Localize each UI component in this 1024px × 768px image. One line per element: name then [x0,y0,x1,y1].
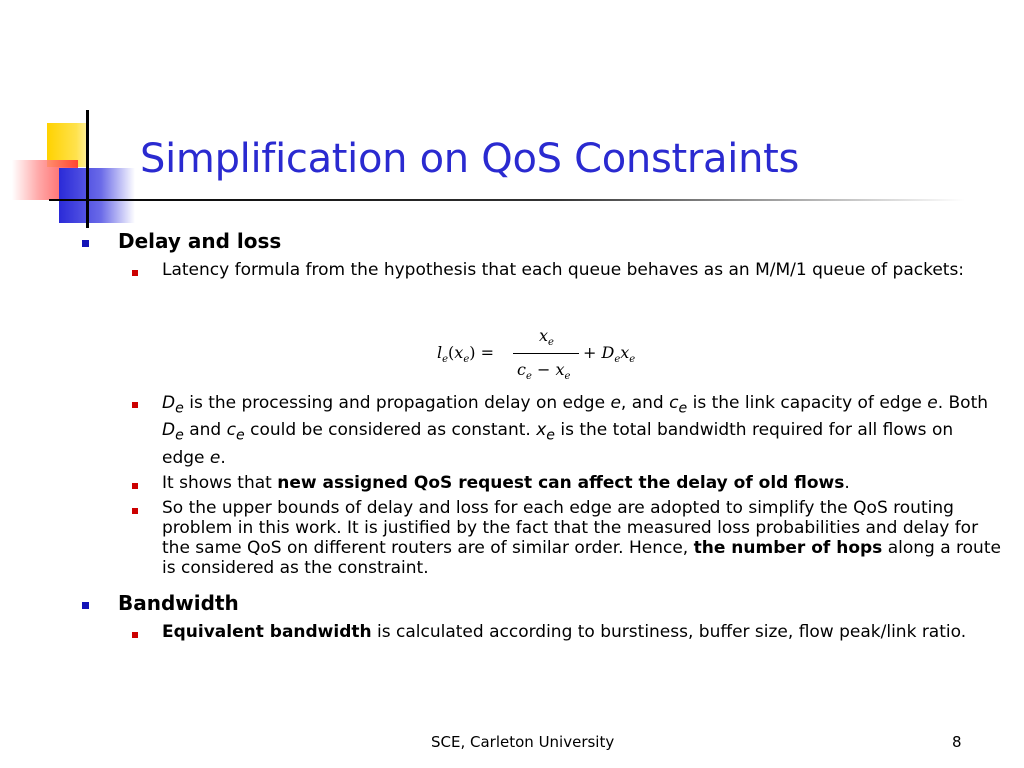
latency-formula: $l_e(x_e)$ = $x_e$ $c_e - x_e$ + $D_ex_e$ [437,326,636,383]
definition-text: $D_e$ is the processing and propagation delay on edge e, and $c_e$ is the link capacity of edge e. Both $D_e$ and $c_e$ could be considered as constant. $x_e$ is the total bandwidth required for all flows on edge e. [162,393,989,468]
deco-vertical-line [86,110,89,228]
upper-bounds-text: So the upper bounds of delay and loss for each edge are adopted to simplify the QoS routing problem in this work. It is justified by the fact that the measured loss probabilities and delay for the same QoS on different routers are of similar order. Hence, the number of hops along a route is considered as the constraint. [162,498,1001,578]
slide-title: Simplification on QoS Constraints [140,136,800,182]
sub-bullet-square-icon [132,402,138,408]
delay-effect-text: It shows that new assigned QoS request can affect the delay of old flows. [162,473,850,493]
sub-bullet-square-icon [132,483,138,489]
bullet-square-icon [82,602,89,609]
sub-bullet-square-icon [132,508,138,514]
latency-formula-text: Latency formula from the hypothesis that each queue behaves as an M/M/1 queue of packets: [162,260,965,280]
section-heading-bandwidth: Bandwidth [118,591,239,615]
page-number: 8 [952,733,962,751]
bullet-square-icon [82,240,89,247]
sub-bullet-square-icon [132,632,138,638]
deco-blue-block [59,168,135,223]
equivalent-bandwidth-text: Equivalent bandwidth is calculated according to burstiness, buffer size, flow peak/link ratio. [162,622,967,642]
sub-bullet-square-icon [132,270,138,276]
section-heading-delay: Delay and loss [118,229,282,253]
footer-organization: SCE, Carleton University [431,733,615,751]
title-underline [49,199,965,201]
